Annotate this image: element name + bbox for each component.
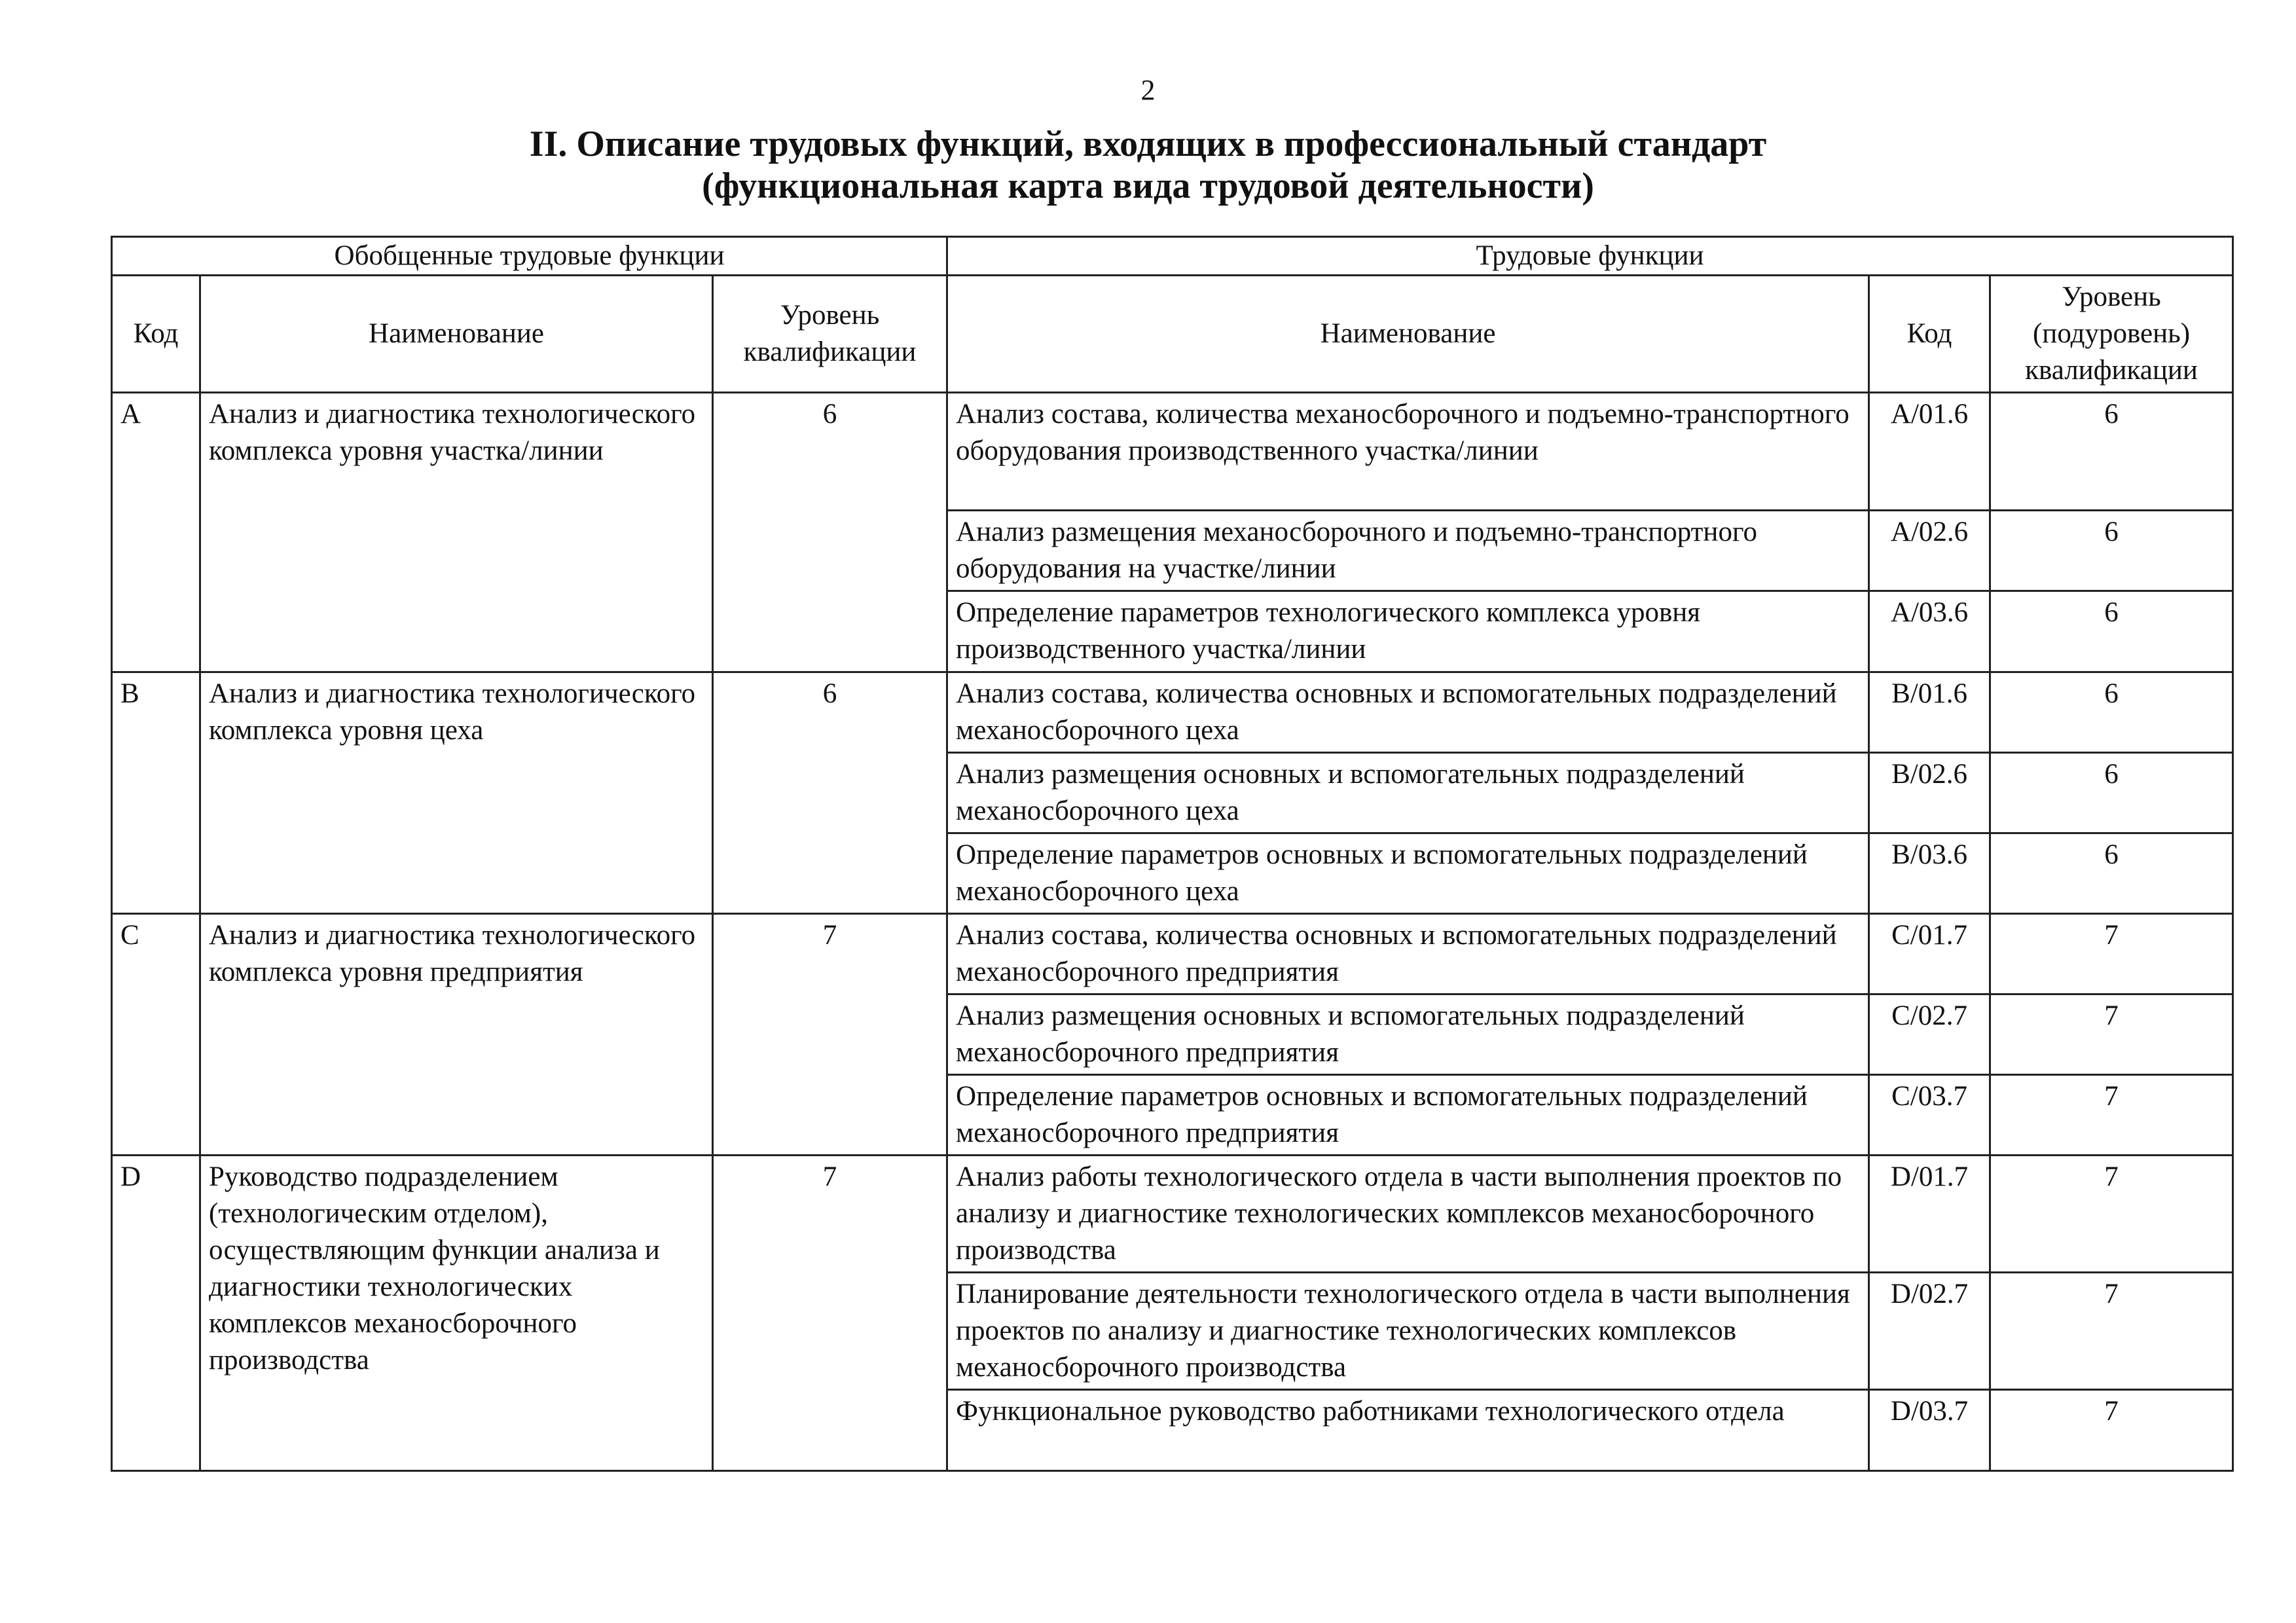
function-level: 7 xyxy=(1990,1273,2233,1390)
table-row xyxy=(112,393,2233,511)
header-tf-level: Уровень (подуровень) квалификации xyxy=(1990,276,2233,393)
header-functions: Трудовые функции xyxy=(947,237,2233,276)
group-name: Анализ и диагностика технологического комплекса уровня участка/линии xyxy=(200,393,713,672)
group-level: 7 xyxy=(713,914,947,1156)
header-generalized: Обобщенные трудовые функции xyxy=(112,237,947,276)
table-row xyxy=(112,914,2233,994)
function-code: C/02.7 xyxy=(1869,994,1990,1075)
function-level: 7 xyxy=(1990,914,2233,994)
function-name: Анализ состава, количества основных и вспомогательных подразделений механосборочного предприятия xyxy=(947,914,1869,994)
page-title xyxy=(0,123,2296,207)
header-tf-code: Код xyxy=(1869,276,1990,393)
group-level: 6 xyxy=(713,393,947,672)
group-name: Анализ и диагностика технологического комплекса уровня цеха xyxy=(200,672,713,914)
group-level: 7 xyxy=(713,1156,947,1471)
function-code: B/01.6 xyxy=(1869,672,1990,753)
group-level: 6 xyxy=(713,672,947,914)
group-code: A xyxy=(112,393,200,672)
group-code: D xyxy=(112,1156,200,1471)
function-level: 7 xyxy=(1990,1390,2233,1471)
function-name: Планирование деятельности технологического отдела в части выполнения проектов по анализу и диагностике технологических комплексов механосборочного производства xyxy=(947,1273,1869,1390)
function-name: Анализ работы технологического отдела в части выполнения проектов по анализу и диагностике технологических комплексов механосборочного производства xyxy=(947,1156,1869,1273)
group-name: Анализ и диагностика технологического комплекса уровня предприятия xyxy=(200,914,713,1156)
header-tf-name: Наименование xyxy=(947,276,1869,393)
group-code: B xyxy=(112,672,200,914)
title-line-1: II. Описание трудовых функций, входящих в профессиональный стандарт xyxy=(529,124,1767,164)
function-level: 6 xyxy=(1990,591,2233,672)
function-name: Анализ состава, количества основных и вспомогательных подразделений механосборочного цеха xyxy=(947,672,1869,753)
function-level: 6 xyxy=(1990,833,2233,914)
function-name: Определение параметров основных и вспомогательных подразделений механосборочного предприятия xyxy=(947,1075,1869,1156)
function-code: D/01.7 xyxy=(1869,1156,1990,1273)
group-code: C xyxy=(112,914,200,1156)
header-code: Код xyxy=(112,276,200,393)
function-name: Анализ размещения основных и вспомогательных подразделений механосборочного цеха xyxy=(947,753,1869,833)
functional-map-table xyxy=(111,236,2234,1472)
function-code: A/01.6 xyxy=(1869,393,1990,511)
header-name: Наименование xyxy=(200,276,713,393)
function-name: Определение параметров основных и вспомогательных подразделений механосборочного цеха xyxy=(947,833,1869,914)
title-line-2: (функциональная карта вида трудовой деятельности) xyxy=(702,166,1594,206)
function-name: Анализ размещения механосборочного и подъемно-транспортного оборудования на участке/линии xyxy=(947,511,1869,591)
table-row xyxy=(112,672,2233,753)
function-level: 6 xyxy=(1990,672,2233,753)
function-code: D/02.7 xyxy=(1869,1273,1990,1390)
function-level: 7 xyxy=(1990,1156,2233,1273)
function-name: Анализ размещения основных и вспомогательных подразделений механосборочного предприятия xyxy=(947,994,1869,1075)
group-name: Руководство подразделением (технологическим отделом), осуществляющим функции анализа и диагностики технологических комплексов механосборочного производства xyxy=(200,1156,713,1471)
function-level: 6 xyxy=(1990,511,2233,591)
function-name: Определение параметров технологического комплекса уровня производственного участка/линии xyxy=(947,591,1869,672)
function-name: Анализ состава, количества механосборочного и подъемно-транспортного оборудования производственного участка/линии xyxy=(947,393,1869,511)
table-body xyxy=(112,393,2233,1471)
table-row xyxy=(112,1156,2233,1273)
header-level: Уровень квалификации xyxy=(713,276,947,393)
function-name: Функциональное руководство работниками технологического отдела xyxy=(947,1390,1869,1471)
function-code: A/02.6 xyxy=(1869,511,1990,591)
page-number: 2 xyxy=(1140,74,1156,106)
function-level: 7 xyxy=(1990,1075,2233,1156)
function-code: C/01.7 xyxy=(1869,914,1990,994)
function-code: A/03.6 xyxy=(1869,591,1990,672)
function-code: C/03.7 xyxy=(1869,1075,1990,1156)
function-code: D/03.7 xyxy=(1869,1390,1990,1471)
function-code: B/02.6 xyxy=(1869,753,1990,833)
function-code: B/03.6 xyxy=(1869,833,1990,914)
function-level: 6 xyxy=(1990,393,2233,511)
function-level: 7 xyxy=(1990,994,2233,1075)
function-level: 6 xyxy=(1990,753,2233,833)
